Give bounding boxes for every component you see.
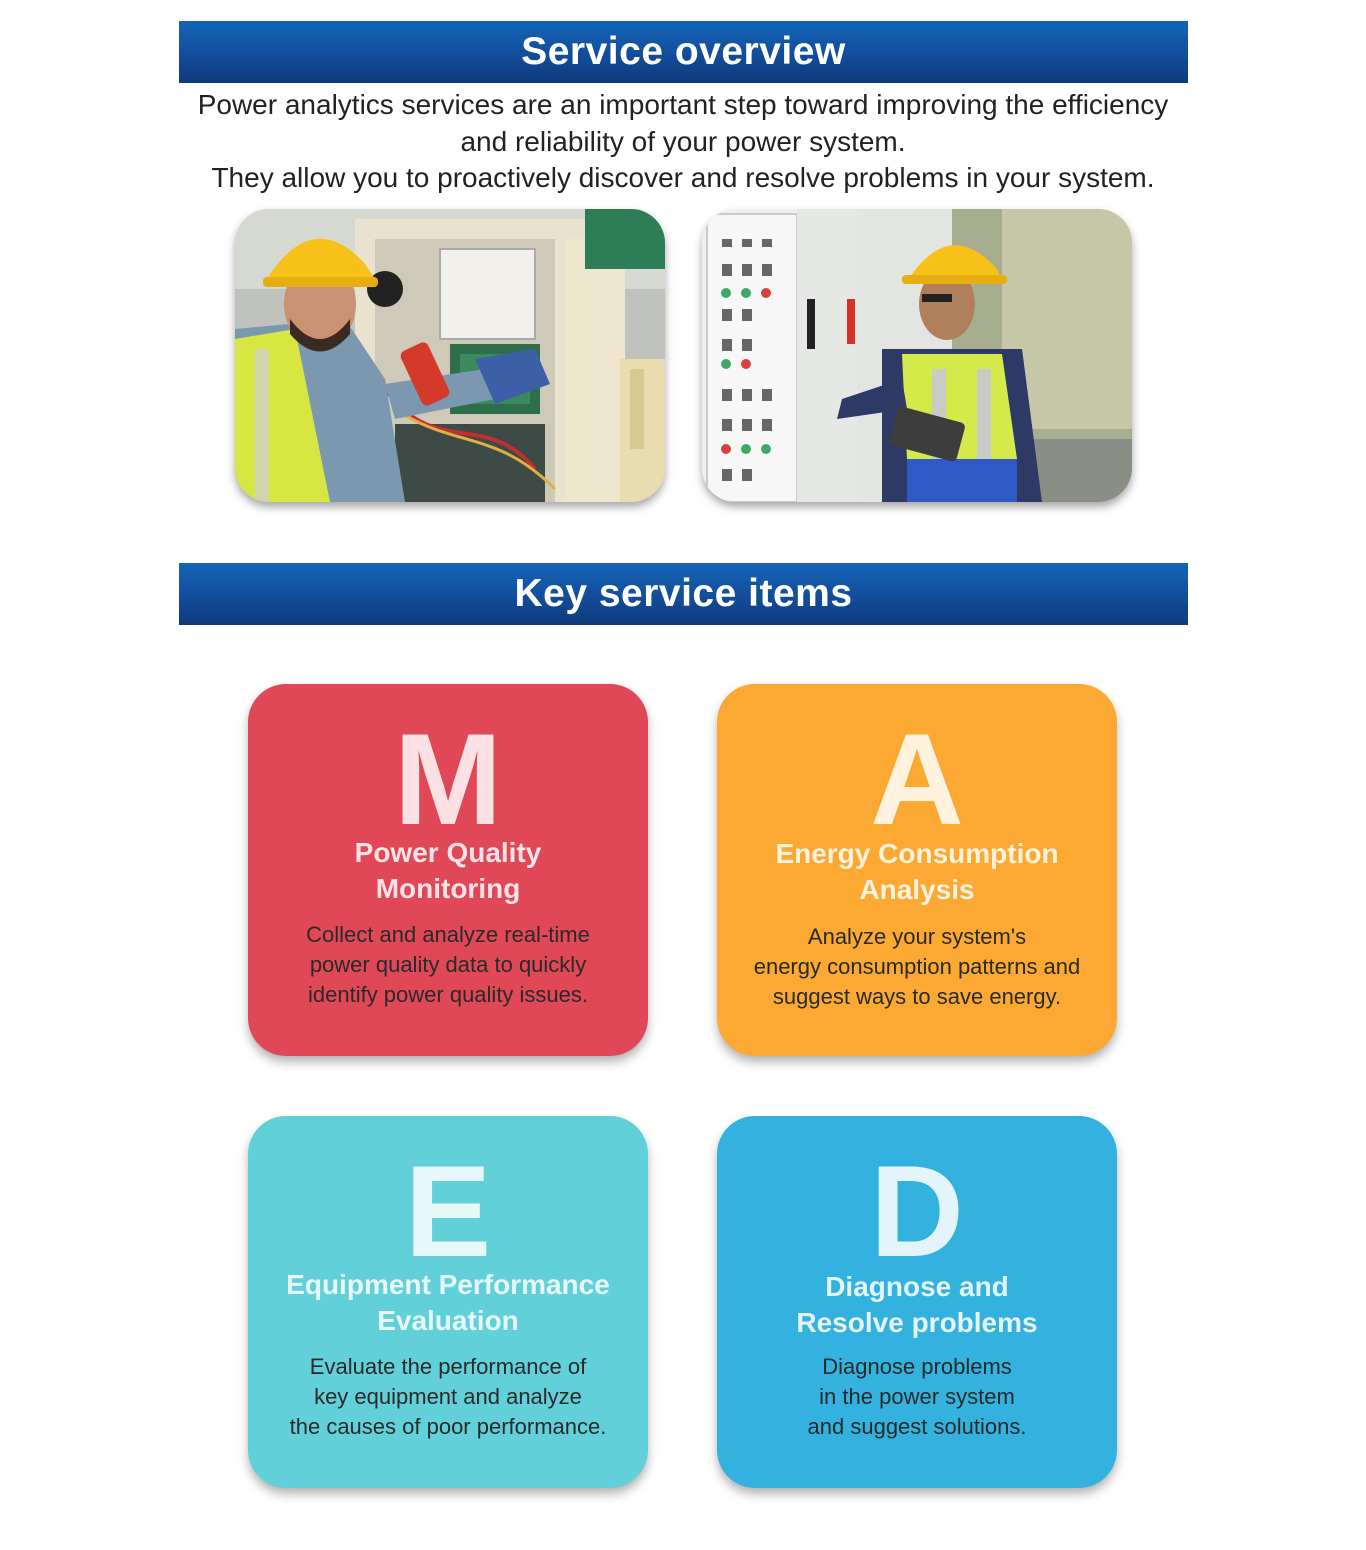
card-description-line: Evaluate the performance of [309,1354,587,1379]
card-title [717,1269,1117,1341]
card-description [717,1352,1117,1442]
technician-multimeter-photo [235,209,665,502]
card-letter: D [870,1138,964,1284]
card-diagnose-and-resolve-problems [717,1116,1117,1488]
card-title-line: Diagnose and [825,1271,1009,1302]
card-energy-consumption-analysis [717,684,1117,1056]
card-description-line: power quality data to quickly [309,952,587,977]
card-title-line: Equipment Performance [286,1269,610,1300]
card-letter: E [404,1138,492,1284]
card-title-line: Resolve problems [796,1307,1038,1338]
card-power-quality-monitoring [248,684,648,1056]
card-equipment-performance-evaluation [248,1116,648,1488]
card-description-line: the causes of poor performance. [289,1414,607,1439]
key-service-items-heading: Key service items [514,572,853,615]
intro-line: Power analytics services are an important step toward improving the efficiency [197,89,1169,120]
card-description [248,1352,648,1442]
card-description-line: suggest ways to save energy. [772,984,1062,1009]
card-description-line: Analyze your system's [807,924,1027,949]
technician-tablet-photo [702,209,1132,502]
service-overview-heading: Service overview [521,30,846,73]
service-overview-intro [120,87,1246,197]
card-letter: M [393,706,503,852]
card-description-line: key equipment and analyze [314,1384,582,1409]
card-title [717,836,1117,908]
card-description-line: Collect and analyze real-time [306,922,590,947]
card-description-line: in the power system [819,1384,1015,1409]
card-title-line: Evaluation [377,1305,519,1336]
key-service-items-banner [179,563,1188,625]
card-title-line: Monitoring [375,873,521,904]
card-title [248,1267,648,1339]
card-title-line: Power Quality [354,837,542,868]
intro-line: They allow you to proactively discover and resolve problems in your system. [211,162,1155,193]
card-letter: A [870,706,964,852]
card-title [248,835,648,907]
card-description [717,922,1117,1012]
card-description-line: energy consumption patterns and [753,954,1081,979]
card-title-line: Analysis [859,874,975,905]
card-description-line: Diagnose problems [822,1354,1012,1379]
card-description-line: and suggest solutions. [807,1414,1027,1439]
card-description [248,920,648,1010]
card-description-line: identify power quality issues. [307,982,589,1007]
intro-line: and reliability of your power system. [460,125,906,157]
service-overview-banner [179,21,1188,83]
card-title-line: Energy Consumption [775,838,1059,869]
